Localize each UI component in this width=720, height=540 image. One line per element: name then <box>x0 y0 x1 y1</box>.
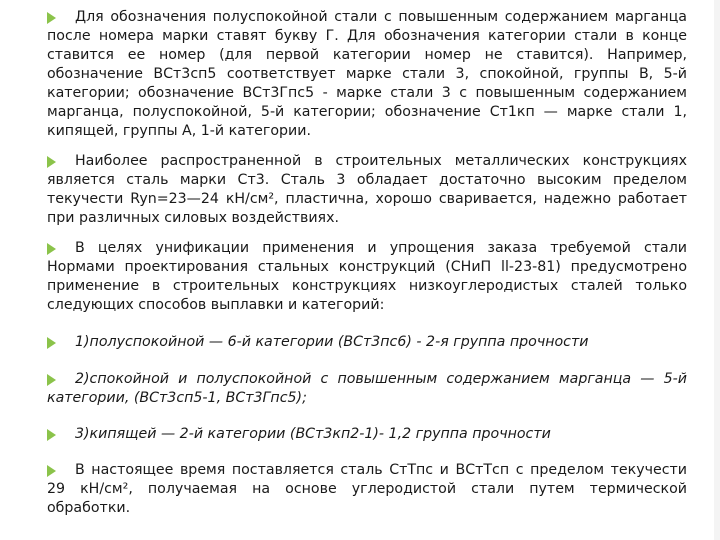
list-item-rimmed <box>47 425 687 444</box>
slide-content <box>47 8 687 530</box>
paragraph-heat-treated-steel <box>47 461 687 518</box>
list-item-text: 1)полуспокойной — 6-й категории (ВСт3пс6) - 2-я группа прочности <box>75 334 589 350</box>
paragraph-text: В целях унификации применения и упрощения заказа требуемой стали Нормами проектирования стальных конструкций (СНиП ll-23-81) предусмотрено применение в строительных конструкциях низкоуглеродистых сталей только следующих способов выплавки и категорий: <box>47 240 687 313</box>
arrow-bullet-icon <box>47 429 56 441</box>
list-item-text: 2)спокойной и полуспокойной с повышенным содержанием марганца — 5-й категории, (ВСт3сп5-1, ВСт3Гпс5); <box>47 371 687 406</box>
paragraph-unification <box>47 239 687 315</box>
arrow-bullet-icon <box>47 12 56 24</box>
list-item-semi-killed <box>47 333 687 352</box>
arrow-bullet-icon <box>47 465 56 477</box>
paragraph-text: Для обозначения полуспокойной стали с повышенным содержанием марганца после номера марки ставят букву Г. Для обозначения категории стали в конце ставится ее номер (для первой категории номер не ставится). Например, обозначение ВСт3сп5 соответствует марке стали 3, спокойной, группы В, 5-й категории; обозначение ВСт3Гпс5 - марке стали 3 с повышенным содержанием марганца, полуспокойной, 5-й категории; обозначение Ст1кп — марке стали 1, кипящей, группы А, 1-й категории. <box>47 9 687 139</box>
arrow-bullet-icon <box>47 374 56 386</box>
list-item-killed-manganese <box>47 370 687 408</box>
arrow-bullet-icon <box>47 156 56 168</box>
list-item-text: 3)кипящей — 2-й категории (ВСт3кп2-1)- 1,2 группа прочности <box>75 426 551 442</box>
paragraph-text: В настоящее время поставляется сталь СтТпс и ВСтТсп с пределом текучести 29 кН/см², получаемая на основе углеродистой стали путем термической обработки. <box>47 462 687 516</box>
paragraph-st3-steel <box>47 152 687 228</box>
slide-edge-bar <box>714 0 720 540</box>
arrow-bullet-icon <box>47 337 56 349</box>
paragraph-steel-designation <box>47 8 687 141</box>
paragraph-text: Наиболее распространенной в строительных металлических конструкциях является сталь марки Ст3. Сталь 3 обладает достаточно высоким пределом текучести Ryn=23—24 кН/см², пластична, хорошо сваривается, надежно работает при различных силовых воздействиях. <box>47 153 687 226</box>
arrow-bullet-icon <box>47 243 56 255</box>
